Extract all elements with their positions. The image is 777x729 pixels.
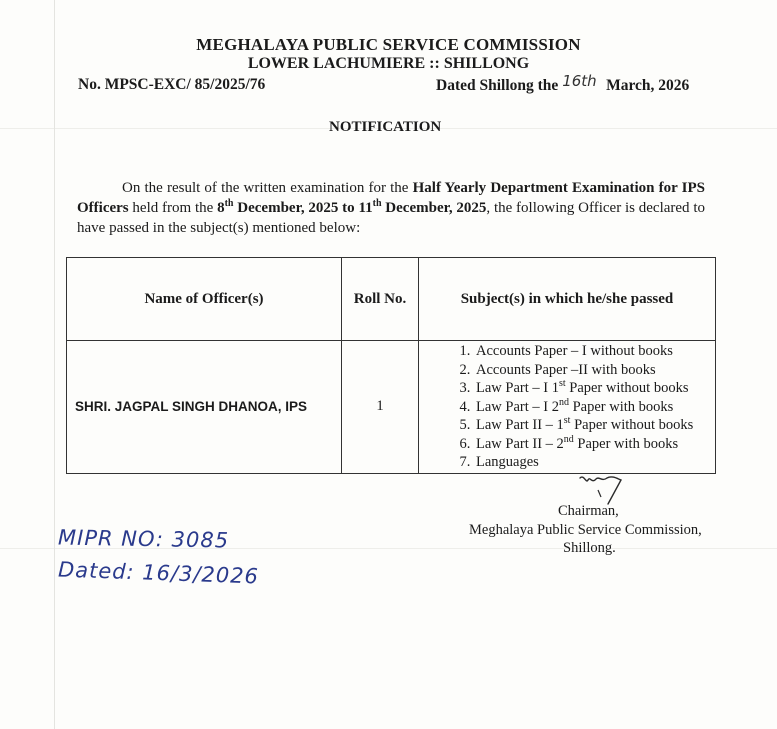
signatory-org: Meghalaya Public Service Commission, bbox=[469, 522, 702, 538]
list-item: 2. Accounts Paper –II with books bbox=[474, 361, 714, 380]
handwritten-mipr-date: Dated: 16/3/2026 bbox=[57, 557, 260, 589]
list-item: 6. Law Part II – 2nd Paper with books bbox=[474, 435, 714, 454]
list-item: 4. Law Part – I 2nd Paper with books bbox=[474, 398, 714, 417]
dated-prefix: Dated Shillong the bbox=[436, 77, 559, 94]
dated-line bbox=[436, 72, 690, 95]
list-item: 5. Law Part II – 1st Paper without books bbox=[474, 416, 714, 435]
handwritten-mipr-number: MIPR NO: 3085 bbox=[57, 525, 230, 553]
scan-artifact-line bbox=[54, 0, 55, 729]
signatory-place: Shillong. bbox=[563, 540, 616, 556]
header-name-of-officer: Name of Officer(s) bbox=[67, 258, 342, 341]
list-item: 3. Law Part – I 1st Paper without books bbox=[474, 379, 714, 398]
org-name: MEGHALAYA PUBLIC SERVICE COMMISSION bbox=[196, 35, 581, 54]
notification-title: NOTIFICATION bbox=[329, 119, 442, 135]
notification-body: On the result of the written examination for the Half Yearly Department Examination for IPS Officers held from the 8th December, 2025 to 11th December, 2025, the following Officer is declared to have passed in the subject(s) mentioned below: bbox=[77, 180, 706, 236]
header-roll-no: Roll No. bbox=[342, 258, 419, 341]
exam-start-date: 8th December, 2025 to 11th December, 2025 bbox=[217, 198, 487, 216]
subjects-cell bbox=[419, 341, 716, 474]
org-address: LOWER LACHUMIERE :: SHILLONG bbox=[247, 55, 530, 72]
exam-name: Half Yearly Department Examination for IPS Officers bbox=[77, 180, 706, 216]
list-item: 1. Accounts Paper – I without books bbox=[474, 342, 714, 361]
results-table bbox=[66, 257, 716, 474]
dated-month-year: March, 2026 bbox=[606, 77, 690, 94]
handwritten-day: 16th bbox=[562, 72, 597, 90]
reference-number: No. MPSC-EXC/ 85/2025/76 bbox=[78, 76, 266, 93]
signatory-title: Chairman, bbox=[558, 503, 619, 519]
subjects-list bbox=[420, 342, 714, 472]
table-header-row bbox=[67, 258, 716, 341]
table-row bbox=[67, 341, 716, 474]
list-item: 7. Languages bbox=[474, 453, 714, 472]
officer-name: SHRI. JAGPAL SINGH DHANOA, IPS bbox=[67, 341, 342, 474]
header-subjects-passed: Subject(s) in which he/she passed bbox=[419, 258, 716, 341]
roll-number: 1 bbox=[342, 341, 419, 474]
